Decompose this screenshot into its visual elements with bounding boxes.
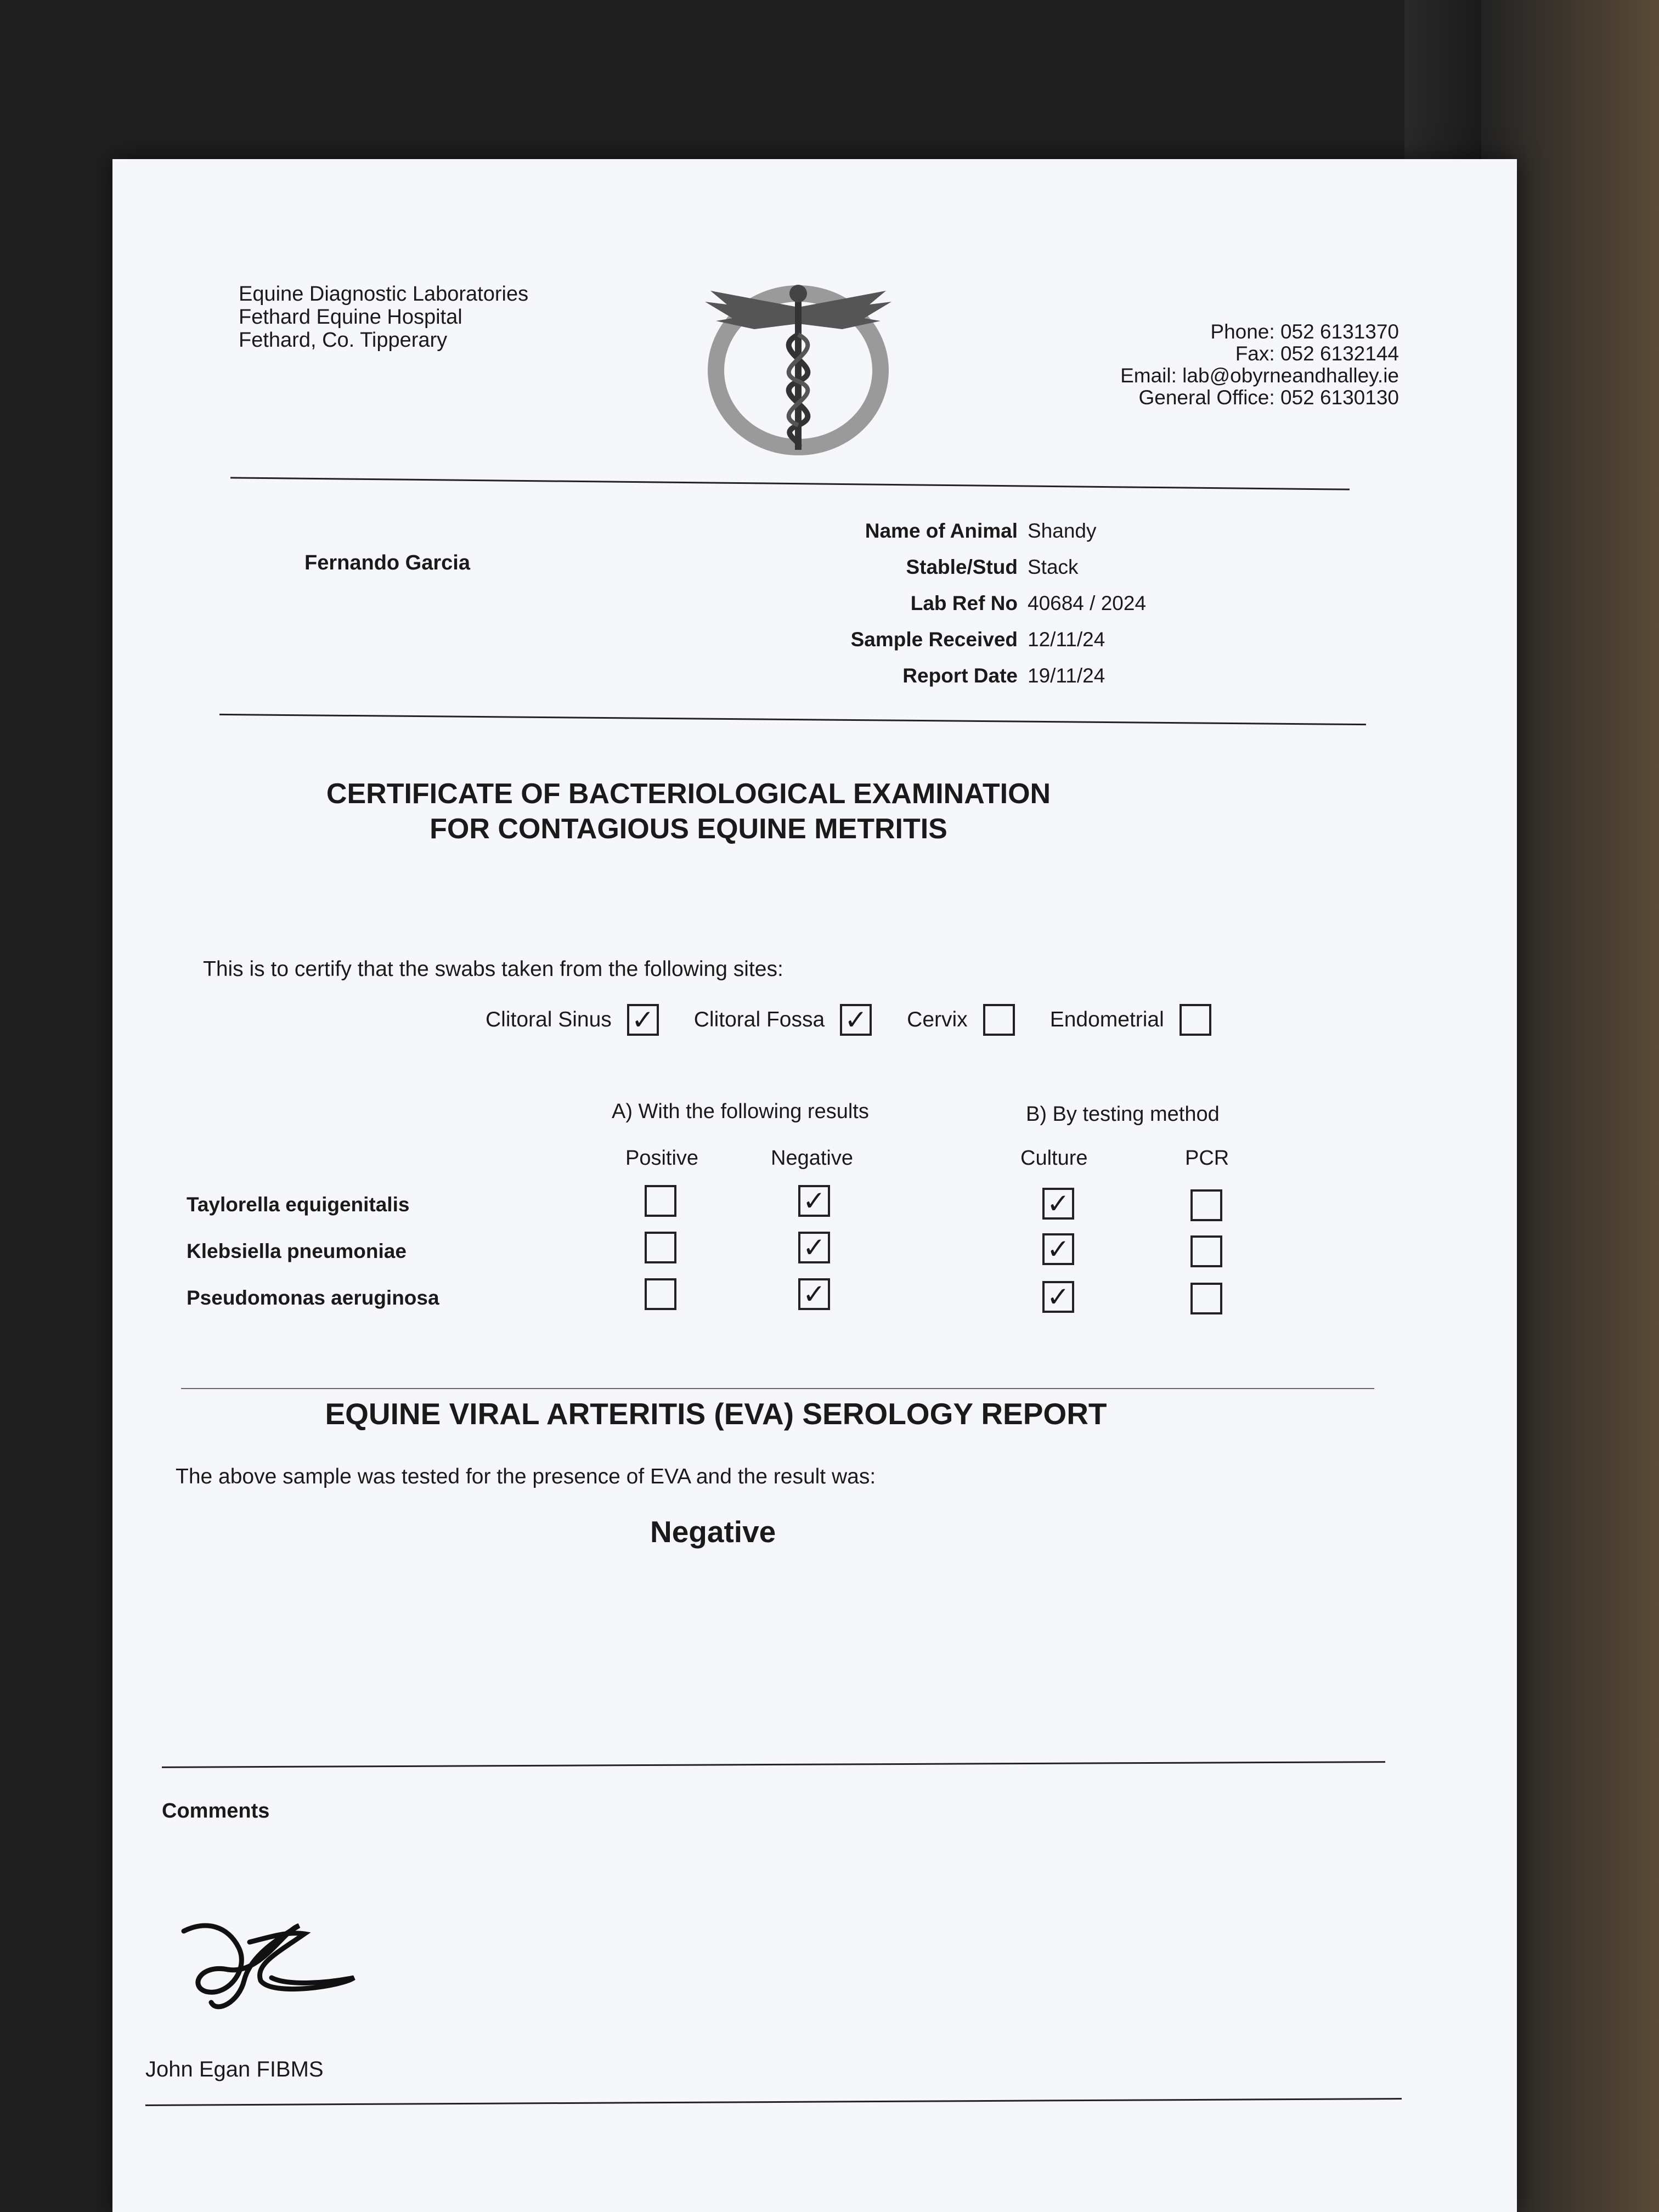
certificate-title-line2: FOR CONTAGIOUS EQUINE METRITIS xyxy=(430,813,947,845)
stable-label: Stable/Stud xyxy=(906,556,1018,578)
certify-text: This is to certify that the swabs taken from the following sites: xyxy=(203,957,783,981)
header-divider xyxy=(230,477,1350,490)
certificate-title xyxy=(112,776,1265,847)
site-label: Cervix xyxy=(907,1008,968,1031)
phone: Phone: 052 6131370 xyxy=(1210,320,1399,343)
site-checkbox[interactable] xyxy=(983,1004,1015,1036)
site-checkbox[interactable]: ✓ xyxy=(840,1004,872,1036)
positive-checkbox[interactable] xyxy=(645,1185,676,1217)
general-office: General Office: 052 6130130 xyxy=(1138,386,1399,409)
animal-name: Shandy xyxy=(1028,520,1097,542)
caduceus-logo-icon xyxy=(694,274,902,455)
received-value: 12/11/24 xyxy=(1028,628,1105,651)
animal-name-label: Name of Animal xyxy=(865,520,1018,542)
certificate-page xyxy=(112,159,1517,2212)
comments-divider xyxy=(162,1761,1385,1768)
site-checkbox[interactable]: ✓ xyxy=(627,1004,659,1036)
pcr-checkbox[interactable] xyxy=(1190,1189,1222,1221)
col-culture: Culture xyxy=(1020,1147,1088,1170)
eva-text: The above sample was tested for the presence of EVA and the result was: xyxy=(176,1465,876,1488)
certificate-title-line1: CERTIFICATE OF BACTERIOLOGICAL EXAMINATION xyxy=(326,778,1051,810)
site-cervix xyxy=(907,1004,1015,1036)
signature-divider xyxy=(145,2098,1402,2106)
negative-checkbox[interactable]: ✓ xyxy=(798,1278,830,1310)
col-negative: Negative xyxy=(771,1147,853,1170)
client-name: Fernando Garcia xyxy=(304,551,470,574)
pcr-checkbox[interactable] xyxy=(1190,1235,1222,1267)
pcr-checkbox[interactable] xyxy=(1190,1283,1222,1314)
culture-checkbox[interactable]: ✓ xyxy=(1042,1233,1074,1265)
received-label: Sample Received xyxy=(850,628,1018,651)
comments-label: Comments xyxy=(162,1799,270,1822)
lab-address-block xyxy=(239,283,528,352)
email: Email: lab@obyrneandhalley.ie xyxy=(1120,364,1399,387)
col-pcr: PCR xyxy=(1185,1147,1229,1170)
organism-name: Klebsiella pneumoniae xyxy=(187,1240,407,1262)
signature-icon xyxy=(162,1909,370,2030)
stable-value: Stack xyxy=(1028,556,1079,578)
site-label: Endometrial xyxy=(1049,1008,1164,1031)
col-positive: Positive xyxy=(625,1147,699,1170)
contact-block xyxy=(1120,321,1399,409)
swab-sites xyxy=(486,1004,1246,1036)
lab-hospital: Fethard Equine Hospital xyxy=(239,306,462,329)
negative-checkbox[interactable]: ✓ xyxy=(798,1232,830,1263)
site-checkbox[interactable] xyxy=(1180,1004,1211,1036)
positive-checkbox[interactable] xyxy=(645,1232,676,1263)
report-date-value: 19/11/24 xyxy=(1028,664,1105,687)
culture-checkbox[interactable]: ✓ xyxy=(1042,1188,1074,1220)
fax: Fax: 052 6132144 xyxy=(1235,342,1399,365)
labref-label: Lab Ref No xyxy=(910,592,1018,614)
site-label: Clitoral Sinus xyxy=(486,1008,612,1031)
organism-name: Pseudomonas aeruginosa xyxy=(187,1286,439,1309)
negative-checkbox[interactable]: ✓ xyxy=(798,1185,830,1217)
eva-title: EQUINE VIRAL ARTERITIS (EVA) SEROLOGY REPORT xyxy=(325,1397,1107,1431)
signer-name: John Egan FIBMS xyxy=(145,2057,324,2081)
results-group-heading: A) With the following results xyxy=(612,1100,869,1123)
lab-name: Equine Diagnostic Laboratories xyxy=(239,283,529,306)
culture-checkbox[interactable]: ✓ xyxy=(1042,1281,1074,1313)
site-clitoral-fossa xyxy=(694,1004,872,1036)
site-label: Clitoral Fossa xyxy=(693,1008,825,1031)
eva-result: Negative xyxy=(650,1515,776,1549)
eva-divider xyxy=(181,1388,1374,1389)
info-divider xyxy=(219,714,1366,725)
labref-value: 40684 / 2024 xyxy=(1028,592,1147,614)
site-clitoral-sinus xyxy=(486,1004,659,1036)
report-date-label: Report Date xyxy=(902,664,1018,687)
positive-checkbox[interactable] xyxy=(645,1278,676,1310)
organism-name: Taylorella equigenitalis xyxy=(187,1193,410,1216)
lab-address: Fethard, Co. Tipperary xyxy=(239,329,448,352)
site-endometrial xyxy=(1050,1004,1211,1036)
animal-info xyxy=(842,513,1146,694)
method-group-heading: B) By testing method xyxy=(1026,1103,1220,1126)
